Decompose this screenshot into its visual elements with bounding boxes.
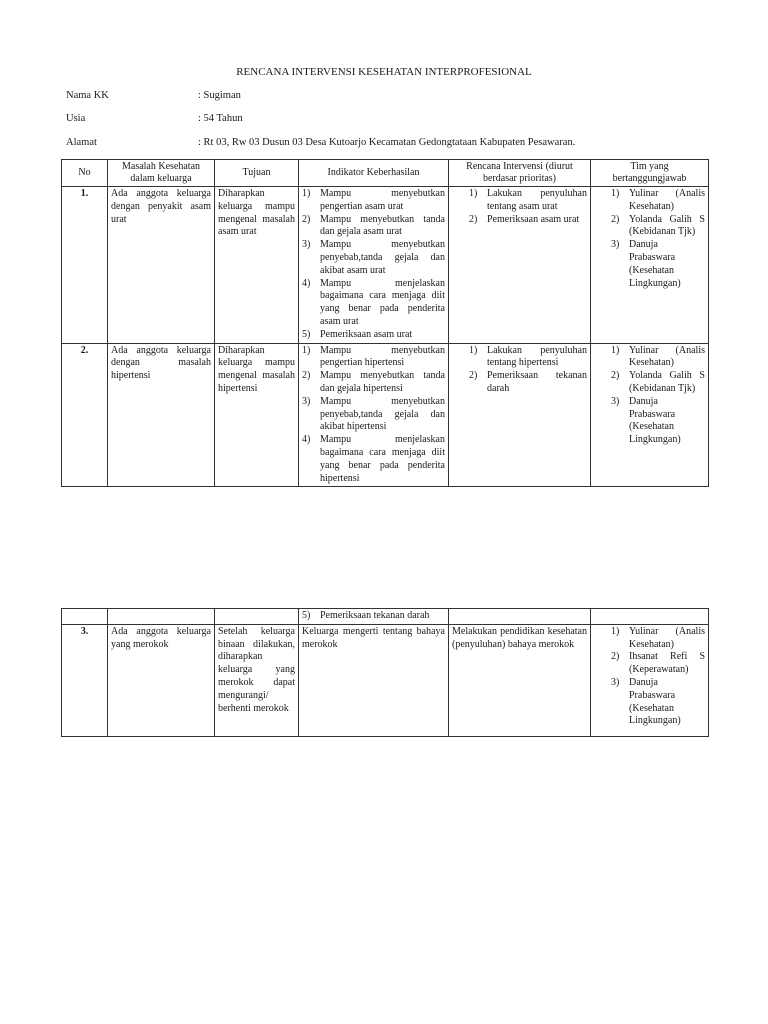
item-number: 2): [302, 370, 311, 382]
info-label: Nama KK: [66, 90, 109, 101]
item-text: Lakukan penyuluhan tentang hipertensi: [487, 344, 587, 369]
masalah-cell: Ada anggota keluarga dengan penyakit asam urat: [108, 187, 215, 344]
tujuan-cell: Setelah keluarga binaan dilakukan, diharapkan keluarga yang merokok dapat mengurangi/ berhenti merokok: [215, 624, 299, 736]
item-text: Yulinar (Analis Kesehatan): [629, 625, 705, 650]
item-text: Yolanda Galih S (Kebidanan Tjk): [629, 370, 705, 394]
table-row: [62, 609, 709, 625]
list-item: [302, 610, 445, 623]
list-item: [611, 396, 705, 447]
list-item: [611, 239, 705, 290]
header-tim: Tim yang bertanggungjawab: [591, 160, 709, 187]
table-row: [62, 343, 709, 487]
rencana-cell: Melakukan pendidikan kesehatan (penyuluhan) bahaya merokok: [449, 624, 591, 736]
item-number: 2): [469, 213, 478, 225]
item-number: 2): [611, 651, 620, 663]
item-number: 1): [302, 344, 311, 356]
list-item: [469, 188, 587, 214]
info-value: : 54 Tahun: [198, 113, 243, 124]
rencana-list: [469, 188, 587, 226]
list-item: [611, 651, 705, 677]
item-number: 1): [469, 188, 478, 199]
table-header-row: [62, 160, 709, 187]
item-text: Mampu menyebutkan tanda dan gejala hipertensi: [320, 370, 445, 394]
row-number: 3.: [62, 624, 108, 736]
header-tujuan: Tujuan: [215, 160, 299, 187]
item-number: 2): [611, 370, 620, 382]
item-number: 4): [302, 277, 311, 289]
item-text: Pemeriksaan tekanan darah: [487, 370, 587, 394]
tujuan-cell: Diharapkan keluarga mampu mengenal masalah asam urat: [215, 187, 299, 344]
tim-list: [611, 626, 705, 728]
row-number: [62, 609, 108, 625]
tim-cell: [591, 624, 709, 736]
indikator-cell: [299, 187, 449, 344]
info-alamat: [66, 137, 576, 148]
item-number: 3): [611, 395, 620, 407]
info-value: : Rt 03, Rw 03 Dusun 03 Desa Kutoarjo Kecamatan Gedongtataan Kabupaten Pesawaran.: [198, 137, 576, 148]
list-item: [611, 188, 705, 214]
tujuan-cell: [215, 609, 299, 625]
row-number: 1.: [62, 187, 108, 344]
item-number: 3): [611, 676, 620, 688]
item-text: Danuja Prabaswara (Kesehatan Lingkungan): [629, 395, 681, 446]
item-text: Ihsanat Refi S (Keperawatan): [629, 651, 705, 676]
indikator-cell: [299, 609, 449, 625]
rencana-cell: [449, 609, 591, 625]
list-item: [469, 345, 587, 371]
indikator-list: [302, 345, 445, 486]
table-row: [62, 624, 709, 736]
list-item: [302, 214, 445, 240]
tim-cell: [591, 609, 709, 625]
rencana-cell: [449, 343, 591, 487]
item-number: 1): [611, 188, 620, 199]
item-number: 3): [302, 395, 311, 407]
item-text: Mampu menyebutkan penyebab,tanda gejala dan akibat hipertensi: [320, 395, 445, 433]
masalah-cell: Ada anggota keluarga yang merokok: [108, 624, 215, 736]
list-item: [302, 188, 445, 214]
indikator-cell: Keluarga mengerti tentang bahaya merokok: [299, 624, 449, 736]
rencana-cell: [449, 187, 591, 344]
item-text: Yolanda Galih S (Kebidanan Tjk): [629, 213, 705, 238]
item-number: 1): [611, 344, 620, 356]
list-item: [302, 329, 445, 342]
item-number: 1): [302, 188, 311, 199]
item-text: Pemeriksaan tekanan darah: [320, 610, 430, 621]
list-item: [302, 345, 445, 371]
item-text: Mampu menyebutkan pengertian asam urat: [320, 188, 445, 212]
item-text: Yulinar (Analis Kesehatan): [629, 188, 705, 212]
header-masalah: Masalah Kesehatan dalam keluarga: [108, 160, 215, 187]
list-item: [302, 370, 445, 396]
item-number: 2): [469, 370, 478, 382]
rencana-list: [469, 345, 587, 396]
item-number: 3): [302, 239, 311, 251]
list-item: [611, 214, 705, 240]
item-number: 5): [302, 328, 311, 340]
list-item: [302, 239, 445, 277]
item-number: 1): [469, 344, 478, 356]
list-item: [469, 214, 587, 227]
header-no: No: [62, 160, 108, 187]
item-number: 4): [302, 434, 311, 446]
list-item: [469, 370, 587, 396]
document-title: RENCANA INTERVENSI KESEHATAN INTERPROFESIONAL: [236, 66, 532, 78]
intervention-table: [61, 159, 709, 487]
tujuan-cell: Diharapkan keluarga mampu mengenal masalah hipertensi: [215, 343, 299, 487]
intervention-table-continued: [61, 608, 709, 737]
list-item: [611, 677, 705, 728]
tim-list: [611, 345, 705, 447]
item-number: 5): [302, 610, 311, 621]
item-text: Yulinar (Analis Kesehatan): [629, 344, 705, 369]
tim-cell: [591, 187, 709, 344]
masalah-cell: [108, 609, 215, 625]
item-text: Pemeriksaan asam urat: [320, 328, 413, 340]
masalah-cell: Ada anggota keluarga dengan masalah hipertensi: [108, 343, 215, 487]
tim-cell: [591, 343, 709, 487]
item-text: Mampu menyebutkan tanda dan gejala asam urat: [320, 213, 445, 238]
info-label: Alamat: [66, 137, 97, 148]
indikator-cell: [299, 343, 449, 487]
item-text: Danuja Prabaswara (Kesehatan Lingkungan): [629, 676, 681, 727]
info-usia: [66, 113, 243, 124]
info-value: : Sugiman: [198, 90, 241, 101]
item-text: Mampu menyebutkan pengertian hipertensi: [320, 344, 445, 369]
row-number: 2.: [62, 343, 108, 487]
indikator-list: [302, 188, 445, 342]
item-text: Mampu menyebutkan penyebab,tanda gejala dan akibat asam urat: [320, 239, 445, 276]
list-item: [611, 345, 705, 371]
item-number: 3): [611, 239, 620, 251]
list-item: [611, 626, 705, 652]
info-nama-kk: [66, 90, 241, 101]
table-row: [62, 187, 709, 344]
item-text: Danuja Prabaswara (Kesehatan Lingkungan): [629, 239, 681, 289]
indikator-list: [302, 610, 445, 623]
item-text: Mampu menjelaskan bagaimana cara menjaga diit yang benar pada penderita hipertensi: [320, 434, 445, 484]
item-text: Pemeriksaan asam urat: [487, 213, 580, 225]
list-item: [611, 370, 705, 396]
list-item: [302, 396, 445, 434]
tim-list: [611, 188, 705, 290]
item-number: 2): [302, 213, 311, 225]
item-text: Lakukan penyuluhan tentang asam urat: [487, 188, 587, 212]
list-item: [302, 278, 445, 329]
item-number: 1): [611, 625, 620, 637]
list-item: [302, 434, 445, 485]
header-rencana: Rencana Intervensi (diurut berdasar prioritas): [449, 160, 591, 187]
header-indikator: Indikator Keberhasilan: [299, 160, 449, 187]
item-text: Mampu menjelaskan bagaimana cara menjaga diit yang benar pada penderita asam urat: [320, 277, 445, 327]
item-number: 2): [611, 213, 620, 225]
info-label: Usia: [66, 113, 86, 124]
